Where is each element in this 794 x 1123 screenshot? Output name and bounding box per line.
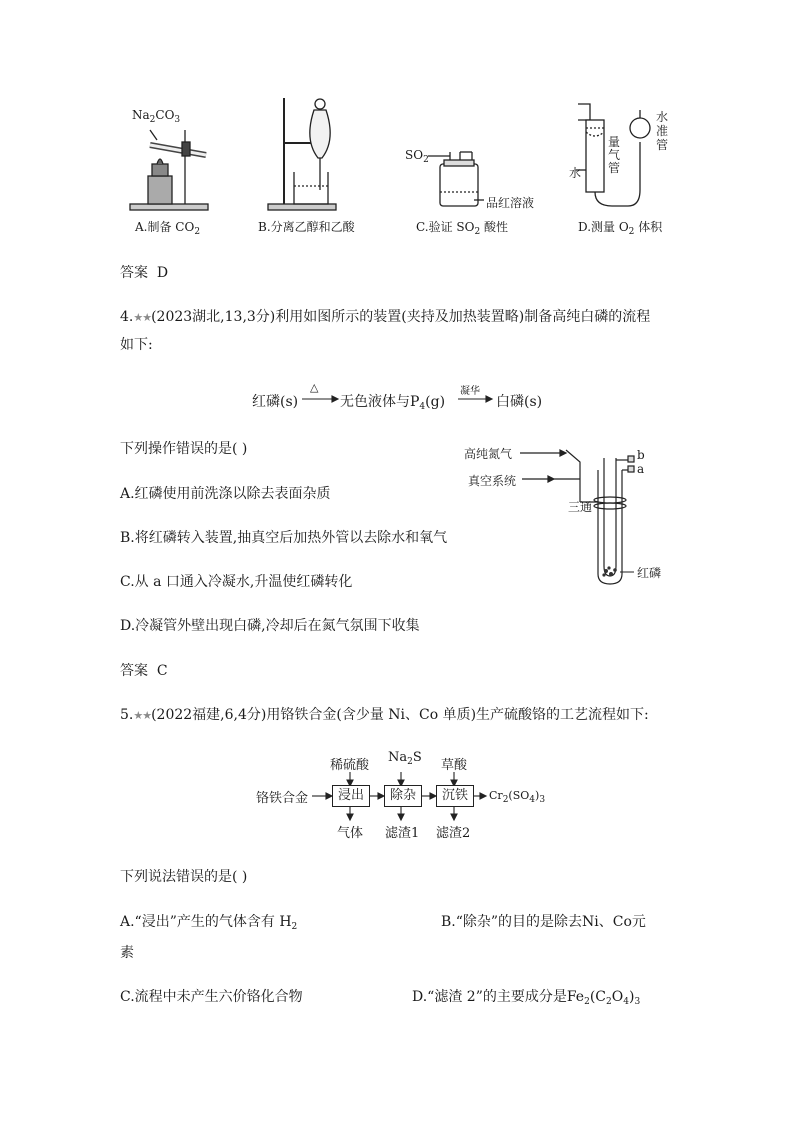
q4-option-b: B.将红磷转入装置,抽真空后加热外管以去除水和氧气: [120, 530, 448, 546]
flow-product-sub3: 3: [539, 795, 546, 805]
q4-answer: [120, 660, 168, 680]
q4-flow-arrow2-label: 凝华: [460, 386, 480, 397]
flow-product-sub2: 4: [529, 795, 536, 805]
q5-option-b-line2: 素: [120, 945, 134, 961]
flow-box-impurity-removal: 除杂: [384, 785, 422, 807]
q4-option-c: C.从 a 口通入冷凝水,升温使红磷转化: [120, 574, 353, 590]
solution-label: 品红溶液: [486, 196, 535, 210]
label-zhun-3: 管: [656, 138, 669, 152]
flow-output-2: 滤渣1: [385, 826, 420, 841]
q4-prompt: 下列操作错误的是( ): [120, 441, 248, 457]
label-port-a: a: [637, 462, 645, 476]
flow-output-3: 滤渣2: [436, 826, 471, 841]
q3-answer-value: D: [156, 265, 169, 281]
q5-stem: [120, 704, 649, 724]
q3-answer-label: 答案: [120, 265, 148, 281]
flow-reagent-3: 草酸: [441, 758, 468, 773]
label-zhun-2: 准: [656, 124, 669, 138]
q5-number: 5.: [120, 707, 134, 723]
q4-flow-middle: [340, 391, 445, 412]
flow-product-b: (SO: [508, 789, 530, 802]
q5-option-a-text: A.“浸出”产生的气体含有 H: [120, 914, 292, 930]
q5-option-a: [120, 911, 297, 932]
caption-c-sub: 2: [474, 227, 481, 237]
caption-a-text: A.制备 CO: [135, 220, 195, 234]
flow-reagent-2-post: S: [412, 750, 422, 765]
q5-option-d: [412, 986, 640, 1007]
caption-d: [578, 218, 662, 237]
flow-product: [489, 789, 545, 805]
caption-d-text: D.测量 O: [578, 220, 629, 234]
q5-option-d-sub1: 2: [584, 997, 590, 1007]
q3-answer: [120, 262, 168, 282]
q5-option-d-mid2: O: [611, 989, 624, 1005]
q4-flow-middle-post: (g): [425, 394, 446, 410]
caption-a-sub: 2: [194, 227, 201, 237]
label-liang: 量: [608, 135, 621, 149]
q4-stem-line1: [120, 306, 650, 326]
q5-stem-text: (2022福建,6,4分)用铬铁合金(含少量 Ni、Co 单质)生产硫酸铬的工艺流程如下:: [151, 707, 649, 723]
q4-flow-end: 白磷(s): [496, 394, 543, 410]
so2-label-main: SO: [405, 148, 424, 162]
flow-input: 铬铁合金: [256, 791, 309, 806]
flow-product-sub1: 2: [502, 795, 509, 805]
q4-difficulty-stars: ★★: [133, 311, 152, 324]
caption-c: [416, 218, 508, 237]
q5-difficulty-stars: ★★: [133, 709, 152, 722]
na2co3-label-sub1: 2: [149, 115, 156, 125]
label-high-purity-nitrogen: 高纯氮气: [464, 447, 513, 461]
caption-c-text: C.验证 SO: [416, 220, 475, 234]
q5-flowchart-arrows: [0, 0, 1, 1]
flow-output-1: 气体: [337, 826, 364, 841]
caption-b: B.分离乙醇和乙酸: [258, 220, 355, 234]
q5-option-d-mid: (C: [589, 989, 607, 1005]
label-port-b: b: [637, 448, 645, 462]
flow-product-c: ): [535, 789, 540, 802]
q5-option-d-sub3: 4: [623, 997, 629, 1007]
q4-option-a: A.红磷使用前洗涤以除去表面杂质: [120, 486, 331, 502]
q4-number: 4.: [120, 309, 134, 325]
q5-option-d-post: ): [628, 989, 635, 1005]
q4-flow-start: 红磷(s): [252, 394, 299, 410]
flow-product-a: Cr: [489, 789, 503, 802]
q5-option-d-pre: D.“滤渣 2”的主要成分是Fe: [412, 989, 585, 1005]
label-zhun-1: 水: [656, 110, 669, 124]
na2co3-label-sub2: 3: [174, 115, 181, 125]
q4-answer-label: 答案: [120, 663, 148, 679]
flow-box-iron-precipitation: 沉铁: [436, 785, 474, 807]
flow-reagent-2-sub: 2: [407, 757, 413, 767]
q5-option-d-sub4: 3: [634, 997, 641, 1007]
q4-stem-line2: 如下:: [120, 337, 153, 353]
q4-option-d: D.冷凝管外壁出现白磷,冷却后在氮气氛围下收集: [120, 618, 420, 634]
na2co3-label-mid: CO: [155, 108, 175, 122]
q4-flow-middle-sub: 4: [419, 402, 426, 412]
q5-prompt: 下列说法错误的是( ): [120, 869, 248, 885]
q4-answer-value: C: [156, 663, 168, 679]
label-three-way: 三通: [568, 500, 593, 514]
label-qi: 气: [608, 148, 621, 162]
label-guan: 管: [608, 161, 621, 175]
q4-flow-arrow1-label: △: [310, 381, 319, 394]
caption-a: [135, 218, 200, 237]
q5-option-a-sub: 2: [291, 922, 298, 932]
q4-flow-middle-pre: 无色液体与P: [340, 394, 420, 410]
q4-stem-text: (2023湖北,13,3分)利用如图所示的装置(夹持及加热装置略)制备高纯白磷的流程: [151, 309, 651, 325]
flow-reagent-2: [388, 750, 422, 767]
label-shui: 水: [569, 166, 582, 180]
flow-reagent-1: 稀硫酸: [330, 758, 370, 773]
flow-reagent-2-main: Na: [388, 750, 408, 765]
q5-option-d-sub2: 2: [606, 997, 612, 1007]
label-red-phosphorus: 红磷: [637, 566, 662, 580]
na2co3-label-main: Na: [132, 108, 150, 122]
label-vacuum-system: 真空系统: [468, 474, 517, 488]
caption-c-post: 酸性: [480, 220, 509, 234]
caption-d-post: 体积: [634, 220, 663, 234]
flow-box-leaching: 浸出: [332, 785, 370, 807]
so2-label-sub: 2: [423, 155, 429, 165]
caption-d-sub: 2: [628, 227, 635, 237]
q5-option-c: C.流程中未产生六价铬化合物: [120, 989, 303, 1005]
q5-option-b-line1: B.“除杂”的目的是除去Ni、Co元: [441, 914, 646, 930]
